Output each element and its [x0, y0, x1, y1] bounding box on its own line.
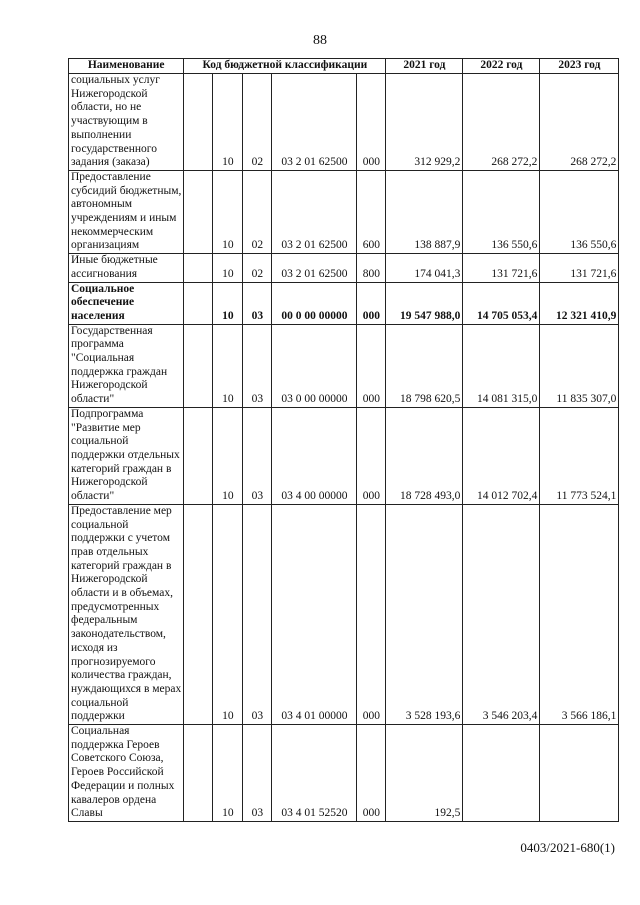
code-blank: [184, 170, 213, 253]
code-target-article: 03 4 01 00000: [272, 504, 357, 724]
code-subsection: 03: [243, 504, 272, 724]
row-name-line: некоммерческим: [71, 225, 154, 238]
code-subsection: 02: [243, 254, 272, 282]
value-2023: 131 721,6: [540, 254, 619, 282]
row-name-line: Славы: [71, 807, 103, 820]
value-2022: 268 272,2: [463, 74, 540, 171]
code-section: 10: [213, 725, 243, 822]
row-name: [69, 254, 184, 282]
code-target-article: 00 0 00 00000: [272, 282, 357, 324]
row-name-line: кавалеров ордена: [71, 793, 157, 806]
value-2022: [463, 725, 540, 822]
code-subsection: 03: [243, 324, 272, 407]
row-name-line: социальной: [71, 518, 129, 531]
row-name: [69, 170, 184, 253]
code-section: 10: [213, 254, 243, 282]
code-target-article: 03 4 01 52520: [272, 725, 357, 822]
table-row: [69, 170, 619, 253]
row-name-line: Государственная: [71, 324, 153, 337]
row-name-line: исходя из: [71, 641, 118, 654]
row-name-line: автономным: [71, 198, 132, 211]
code-blank: [184, 74, 213, 171]
row-name-line: предусмотренных: [71, 600, 160, 613]
code-blank: [184, 282, 213, 324]
table-row: [69, 282, 619, 324]
code-blank: [184, 725, 213, 822]
row-name-line: "Социальная: [71, 352, 135, 365]
row-name-line: Иные бюджетные: [71, 254, 158, 267]
row-name-line: Нижегородской: [71, 379, 148, 392]
page-number: 88: [313, 33, 327, 48]
code-expense-type: 000: [357, 282, 386, 324]
header-code: Код бюджетной классификации: [184, 59, 386, 74]
row-name-line: выполнении: [71, 128, 132, 141]
header-2023: 2023 год: [540, 59, 619, 74]
row-name-line: области": [71, 490, 115, 503]
row-name-line: прогнозируемого: [71, 655, 156, 668]
value-2021: 312 929,2: [386, 74, 463, 171]
row-name-line: поддержка граждан: [71, 365, 168, 378]
code-target-article: 03 2 01 62500: [272, 170, 357, 253]
row-name-line: социальной: [71, 435, 129, 448]
code-expense-type: 000: [357, 407, 386, 504]
row-name: [69, 725, 184, 822]
budget-table: [68, 58, 619, 822]
code-section: 10: [213, 504, 243, 724]
value-2023: 11 773 524,1: [540, 407, 619, 504]
row-name-line: субсидий бюджетным,: [71, 184, 182, 197]
row-name-line: организациям: [71, 239, 140, 252]
document-number: 0403/2021-680(1): [520, 840, 615, 855]
row-name-line: количества граждан,: [71, 669, 172, 682]
header-name: Наименование: [69, 59, 184, 74]
row-name-line: участвующим в: [71, 115, 148, 128]
row-name-line: Нижегородской: [71, 87, 148, 100]
row-name-line: Нижегородской: [71, 573, 148, 586]
value-2022: 136 550,6: [463, 170, 540, 253]
table-row: [69, 254, 619, 282]
code-section: 10: [213, 74, 243, 171]
row-name-line: социальных услуг: [71, 74, 160, 86]
code-blank: [184, 254, 213, 282]
code-section: 10: [213, 324, 243, 407]
value-2021: 18 798 620,5: [386, 324, 463, 407]
row-name-line: населения: [71, 309, 125, 322]
row-name-line: ассигнования: [71, 267, 138, 280]
value-2021: 192,5: [386, 725, 463, 822]
table-row: [69, 74, 619, 171]
header-2021: 2021 год: [386, 59, 463, 74]
row-name-line: государственного: [71, 142, 157, 155]
row-name-line: обеспечение: [71, 296, 135, 309]
value-2021: 174 041,3: [386, 254, 463, 282]
row-name-line: области и в объемах,: [71, 587, 173, 600]
row-name-line: поддержка Героев: [71, 738, 160, 751]
code-expense-type: 600: [357, 170, 386, 253]
row-name-line: поддержки: [71, 710, 125, 723]
table-header-row: [69, 59, 619, 74]
row-name-line: Героев Российской: [71, 766, 164, 779]
row-name-line: учреждениям и иным: [71, 212, 177, 225]
code-section: 10: [213, 170, 243, 253]
row-name-line: области, но не: [71, 101, 142, 114]
value-2022: 14 012 702,4: [463, 407, 540, 504]
row-name-line: Социальное: [71, 282, 135, 295]
code-subsection: 03: [243, 725, 272, 822]
row-name-line: области": [71, 393, 115, 406]
value-2023: [540, 725, 619, 822]
value-2023: 136 550,6: [540, 170, 619, 253]
row-name-line: нуждающихся в мерах: [71, 682, 182, 695]
code-blank: [184, 504, 213, 724]
row-name: [69, 282, 184, 324]
row-name-line: Предоставление: [71, 170, 151, 183]
row-name-line: категорий граждан в: [71, 462, 172, 475]
row-name-line: Предоставление мер: [71, 504, 172, 517]
row-name: [69, 504, 184, 724]
code-expense-type: 000: [357, 324, 386, 407]
code-target-article: 03 2 01 62500: [272, 254, 357, 282]
row-name-line: поддержки отдельных: [71, 448, 180, 461]
row-name-line: Федерации и полных: [71, 779, 175, 792]
row-name-line: социальной: [71, 696, 129, 709]
code-subsection: 02: [243, 170, 272, 253]
value-2023: 12 321 410,9: [540, 282, 619, 324]
code-subsection: 03: [243, 407, 272, 504]
value-2022: 14 081 315,0: [463, 324, 540, 407]
header-2022: 2022 год: [463, 59, 540, 74]
value-2021: 19 547 988,0: [386, 282, 463, 324]
code-expense-type: 000: [357, 74, 386, 171]
row-name-line: задания (заказа): [71, 156, 150, 169]
row-name-line: законодательством,: [71, 628, 166, 641]
code-subsection: 02: [243, 74, 272, 171]
value-2021: 18 728 493,0: [386, 407, 463, 504]
code-subsection: 03: [243, 282, 272, 324]
row-name-line: категорий граждан в: [71, 559, 172, 572]
table-row: [69, 504, 619, 724]
row-name: [69, 324, 184, 407]
value-2022: 14 705 053,4: [463, 282, 540, 324]
row-name-line: "Развитие мер: [71, 421, 141, 434]
value-2022: 131 721,6: [463, 254, 540, 282]
row-name-line: Советского Союза,: [71, 752, 164, 765]
code-section: 10: [213, 407, 243, 504]
row-name-line: Подпрограмма: [71, 407, 144, 420]
code-target-article: 03 0 00 00000: [272, 324, 357, 407]
row-name-line: поддержки с учетом: [71, 532, 170, 545]
row-name-line: федеральным: [71, 614, 138, 627]
row-name: [69, 74, 184, 171]
table-row: [69, 725, 619, 822]
code-blank: [184, 324, 213, 407]
value-2021: 3 528 193,6: [386, 504, 463, 724]
code-expense-type: 000: [357, 504, 386, 724]
value-2023: 268 272,2: [540, 74, 619, 171]
value-2022: 3 546 203,4: [463, 504, 540, 724]
value-2021: 138 887,9: [386, 170, 463, 253]
value-2023: 11 835 307,0: [540, 324, 619, 407]
row-name: [69, 407, 184, 504]
code-section: 10: [213, 282, 243, 324]
row-name-line: программа: [71, 338, 124, 351]
row-name-line: Нижегородской: [71, 476, 148, 489]
row-name-line: Социальная: [71, 725, 130, 738]
code-blank: [184, 407, 213, 504]
code-expense-type: 000: [357, 725, 386, 822]
table-row: [69, 407, 619, 504]
row-name-line: прав отдельных: [71, 545, 149, 558]
table-row: [69, 324, 619, 407]
code-target-article: 03 2 01 62500: [272, 74, 357, 171]
value-2023: 3 566 186,1: [540, 504, 619, 724]
code-target-article: 03 4 00 00000: [272, 407, 357, 504]
code-expense-type: 800: [357, 254, 386, 282]
